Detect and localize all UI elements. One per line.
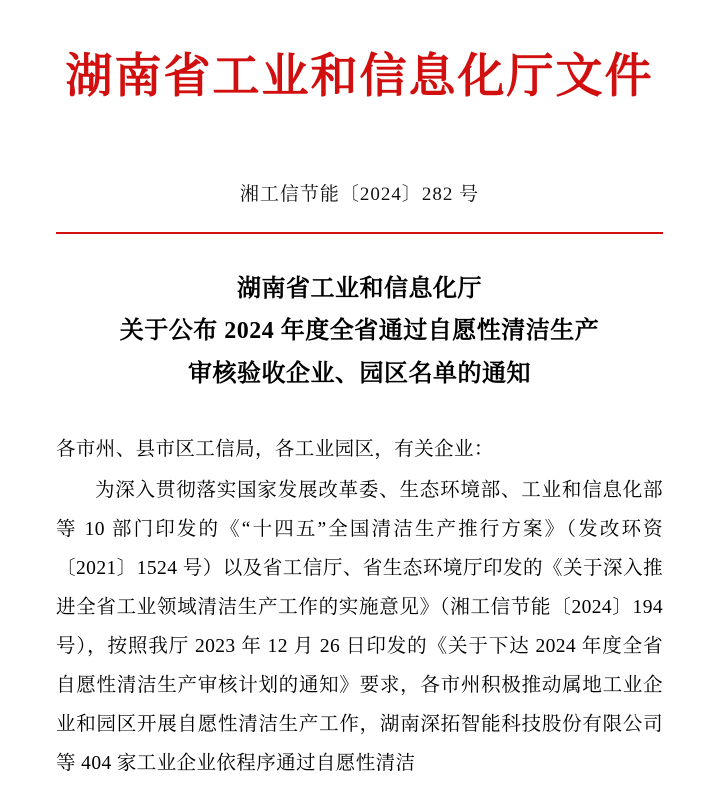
document-title-line-2: 关于公布 2024 年度全省通过自愿性清洁生产 [119,318,600,345]
document-title-line-3: 审核验收企业、园区名单的通知 [188,361,531,388]
document-header [56,0,663,107]
document-body [56,430,663,783]
issuing-authority-banner: 湖南省工业和信息化厅文件 [65,51,654,103]
salutation: 各市州、县市区工信局，各工业园区，有关企业： [56,438,494,460]
red-divider-rule [56,232,663,234]
document-title [56,268,663,396]
document-title-line-1: 湖南省工业和信息化厅 [237,275,482,302]
document-number: 湘工信节能〔2024〕282 号 [239,183,480,205]
body-paragraph-1: 为深入贯彻落实国家发展改革委、生态环境部、工业和信息化部等 10 部门印发的《“十四五”全国清洁生产推行方案》（发改环资〔2021〕1524 号）以及省工信厅、省生态环境厅印发的《关于深入推进全省工业领域清洁生产工作的实施意见》（湘工信节能〔2024〕194 号），按照我厅 2023 年 12 月 26 日印发的《关于下达 2024 年度全省自愿性清洁生产审核计划的通知》要求，各市州积极推动属地工业企业和园区开展自愿性清洁生产工作，湖南深拓智能科技股份有限公司等 404 家工业企业依程序通过自愿性清洁 [56,479,663,774]
